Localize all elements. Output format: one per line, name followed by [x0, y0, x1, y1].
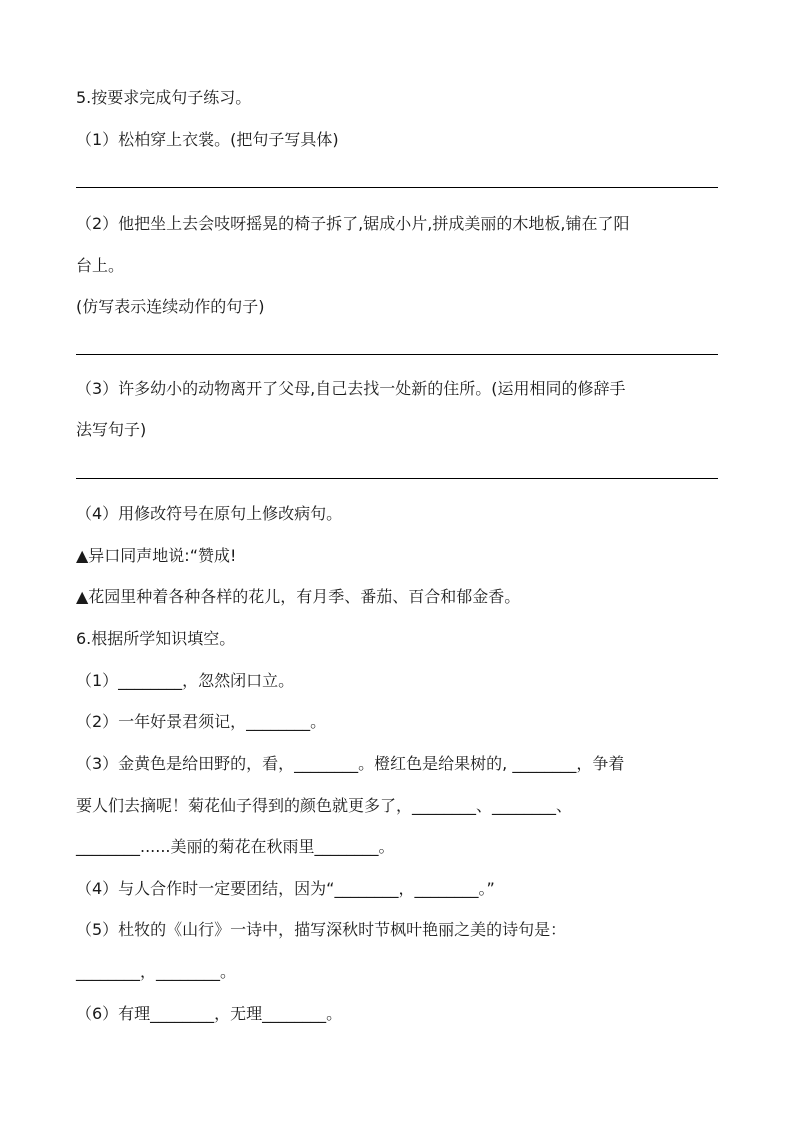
q6-part5-line2: ________，________。 [76, 962, 237, 981]
q6-title: 6.根据所学知识填空。 [76, 629, 236, 648]
q6-part3-line2: 要人们去摘呢！菊花仙子得到的颜色就更多了，________、________、 [76, 796, 573, 815]
q5-part3-line1: （3）许多幼小的动物离开了父母,自己去找一处新的住所。(运用相同的修辞手 [76, 379, 626, 398]
q6-part6: （6）有理________，无理________。 [76, 1004, 343, 1023]
q6-part2: （2）一年好景君须记，________。 [76, 712, 327, 731]
q5-part2-line1: （2）他把坐上去会吱呀摇晃的椅子拆了,锯成小片,拼成美丽的木地板,铺在了阳 [76, 214, 630, 233]
q5-part3-line2: 法写句子) [76, 420, 147, 439]
q5-part2-line2: 台上。 [76, 256, 125, 275]
q5-part4-item2: ▲花园里种着各种各样的花儿，有月季、番茄、百合和郁金香。 [76, 587, 521, 606]
q6-part3-line1: （3）金黄色是给田野的，看，________。橙红色是给果树的, ________，争着 [76, 754, 625, 773]
q6-part4: （4）与人合作时一定要团结，因为“________，________。” [76, 879, 495, 898]
answer-line-q5-1 [76, 187, 718, 188]
q5-part4: （4）用修改符号在原句上修改病句。 [76, 504, 343, 523]
q5-title: 5.按要求完成句子练习。 [76, 88, 252, 107]
q6-part3-line3: ________......美丽的菊花在秋雨里________。 [76, 837, 395, 856]
q6-part1: （1）________，忽然闭口立。 [76, 671, 295, 690]
answer-line-q5-2 [76, 354, 718, 355]
q5-part4-item1: ▲异口同声地说:“赞成! [76, 546, 237, 565]
answer-line-q5-3 [76, 478, 718, 479]
q5-part1: （1）松柏穿上衣裳。(把句子写具体) [76, 130, 339, 149]
q6-part5-line1: （5）杜牧的《山行》一诗中，描写深秋时节枫叶艳丽之美的诗句是： [76, 920, 567, 939]
q5-part2-line3: (仿写表示连续动作的句子) [76, 297, 265, 316]
